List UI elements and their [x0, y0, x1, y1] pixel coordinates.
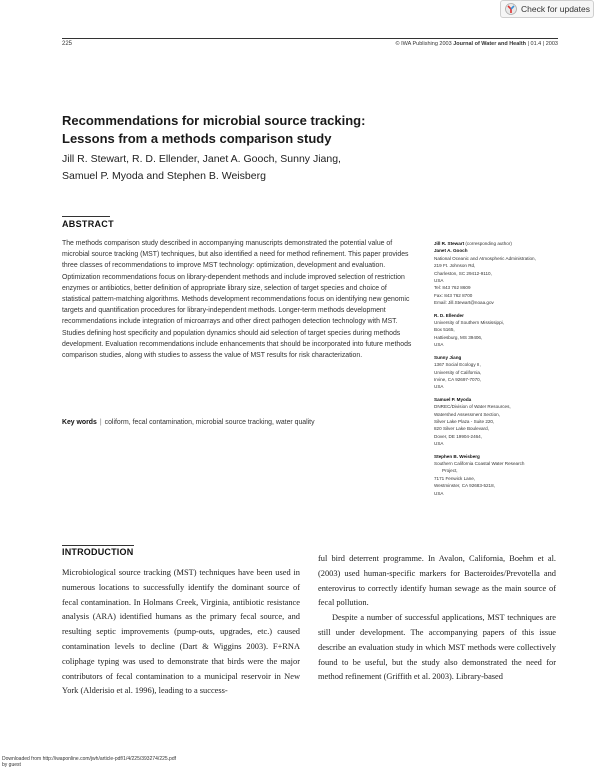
journal-volume: 01.4 — [530, 41, 542, 47]
affiliation-line: Southern California Coastal Water Research — [434, 460, 525, 466]
affiliation-name: R. D. Ellender — [434, 312, 464, 318]
affiliation-line: Silver Lake Plaza - Suite 220, — [434, 418, 495, 424]
affiliation-name: Jill R. Stewart — [434, 241, 465, 246]
affiliation-line: 7171 Fenwick Lane, — [434, 475, 476, 481]
affiliation-line: USA — [434, 490, 444, 496]
keywords-label: Key words — [62, 419, 97, 426]
affiliation-line: Irvine, CA 92697-7070, — [434, 376, 481, 382]
affiliation-name: Stephen B. Weisberg — [434, 453, 480, 459]
journal-year: 2003 — [545, 41, 558, 47]
affiliation-line: Hattiesburg, MS 39406, — [434, 334, 483, 340]
check-for-updates-button[interactable] — [500, 0, 594, 18]
journal-header: © IWA Publishing 2003 Journal of Water and Health | 01.4 | 2003 — [395, 41, 558, 47]
affiliation-line: University of California, — [434, 369, 482, 375]
affiliation-line: 1367 Social Ecology II, — [434, 362, 481, 368]
check-for-updates-label: Check for updates — [521, 4, 590, 14]
title-line-1: Recommendations for microbial source tracking: — [62, 113, 366, 128]
authors-line-2: Samuel P. Myoda and Stephen B. Weisberg — [62, 170, 266, 182]
affiliation-name: Samuel P. Myoda — [434, 396, 472, 402]
page-number: 225 — [62, 41, 73, 47]
affiliation-line: Box 5165, — [434, 327, 455, 333]
header-rule — [62, 38, 558, 39]
introduction-heading: INTRODUCTION — [62, 547, 134, 557]
introduction-rule — [62, 545, 134, 546]
affiliation-line: USA — [434, 342, 444, 348]
abstract-body: The methods comparison study described in accompanying manuscripts demonstrated the potential value of microbial source tracking (MST) techniques, but also identified a need for method refinement. This paper provides three classes of recommendations to improve MST technology: optimization, development and evaluation. Optimization recommendations focus on library-dependent methods and include improved selection of restriction enzymes or antibiotics, better definition of appropriate library size, selection of target species and choice of statistical pattern-matching algorithms. Methods development recommendations focus on identifying new genomic targets and quantification procedures for library-independent methods. Longer-term methods development recommendations include integration of microarrays and other direct pathogen detection technology with MST. Studies defining host specificity and population dynamics should aid selection of target species during methods development. Evaluation recommendations include enhancements that should be incorporated into future methods comparison studies, along with studies to assess the value of MST results for risk characterization. — [62, 240, 412, 360]
affiliation-line: USA — [434, 384, 444, 390]
affiliation-line: Charleston, SC 29412-9110, — [434, 270, 492, 276]
affiliation-name: Janet A. Gooch — [434, 248, 468, 254]
article-title — [62, 112, 422, 148]
author-list — [62, 151, 422, 185]
download-source[interactable]: Downloaded from http://iwaponline.com/jwh/article-pdf/1/4/225/393274/225.pdf — [2, 756, 176, 762]
affiliation-block — [434, 354, 554, 391]
download-user: by guest — [2, 762, 21, 768]
affiliation-line: 820 Silver Lake Boulevard, — [434, 426, 489, 432]
affiliation-block — [434, 453, 554, 497]
affiliation-line: Watershed Assessment Section, — [434, 411, 500, 417]
affiliation-block — [434, 396, 554, 448]
abstract-rule — [62, 216, 110, 217]
affiliation-block — [434, 312, 554, 349]
paragraph: Despite a number of successful applications, MST techniques are still under development. The accompanying papers of this issue describe an evaluation study in which MST methods were collectively found to be useful, but the study also demonstrated the need for method refinement (Griffith et al. 2003). Library-based — [318, 613, 556, 682]
keywords — [62, 419, 414, 426]
affiliation-line: DNREC/Division of Water Resources, — [434, 404, 511, 410]
publisher-copyright: © IWA Publishing 2003 — [395, 41, 452, 47]
keywords-list: coliform, fecal contamination, microbial source tracking, water quality — [104, 419, 315, 426]
affiliation-line: Project, — [442, 468, 458, 474]
paragraph: Microbiological source tracking (MST) techniques have been used in numerous locations to successfully identify the dominant source of fecal contamination. In Holmans Creek, Virginia, antibiotic resistance analysis (ARA) identified humans as the primary fecal source, and resulting septic improvements (pump-outs, upgrades, etc.) caused contamination levels to decline (Dart & Wiggins 2003). F+RNA coliphage typing was used to demonstrate that birds were the major contributors of fecal contamination to a municipal reservoir in New York (Alderisio et al. 1996), leading to a success- — [62, 568, 300, 696]
affiliations — [434, 240, 554, 502]
affiliation-line: Westminster, CA 92683-5218, — [434, 483, 495, 489]
affiliation-name: Sunny Jiang — [434, 354, 462, 360]
affiliation-block — [434, 240, 554, 307]
journal-name: Journal of Water and Health — [453, 41, 527, 47]
affiliation-line: USA — [434, 278, 444, 284]
affiliation-line: Fax: 843 762 8700 — [434, 292, 473, 298]
abstract-heading: ABSTRACT — [62, 219, 114, 229]
affiliation-line: Dover, DE 19904-2464, — [434, 433, 483, 439]
download-footer — [2, 756, 176, 768]
crossmark-icon — [505, 3, 517, 15]
body-column-right — [318, 552, 556, 685]
paragraph: ful bird deterrent programme. In Avalon, California, Boehm et al. (2003) used human-specific markers for Bacteroides/Prevotella and enterovirus to correctly identify human sewage as the main source of fecal pollution. — [318, 554, 556, 608]
keywords-separator: | — [99, 419, 102, 426]
affiliation-line: University of Southern Mississippi, — [434, 320, 504, 326]
affiliation-note: (corresponding author) — [464, 241, 512, 246]
affiliation-email[interactable]: Email: Jill.Stewart@noaa.gov — [434, 300, 494, 306]
affiliation-line: Tel: 843 762 8609 — [434, 285, 471, 291]
body-column-left — [62, 566, 300, 699]
affiliation-line: USA — [434, 441, 444, 447]
title-line-2: Lessons from a methods comparison study — [62, 131, 332, 146]
authors-line-1: Jill R. Stewart, R. D. Ellender, Janet A. Gooch, Sunny Jiang, — [62, 153, 341, 165]
affiliation-line: 219 Ft. Johnson Rd, — [434, 263, 476, 269]
affiliation-line: National Oceanic and Atmospheric Administration, — [434, 255, 536, 261]
